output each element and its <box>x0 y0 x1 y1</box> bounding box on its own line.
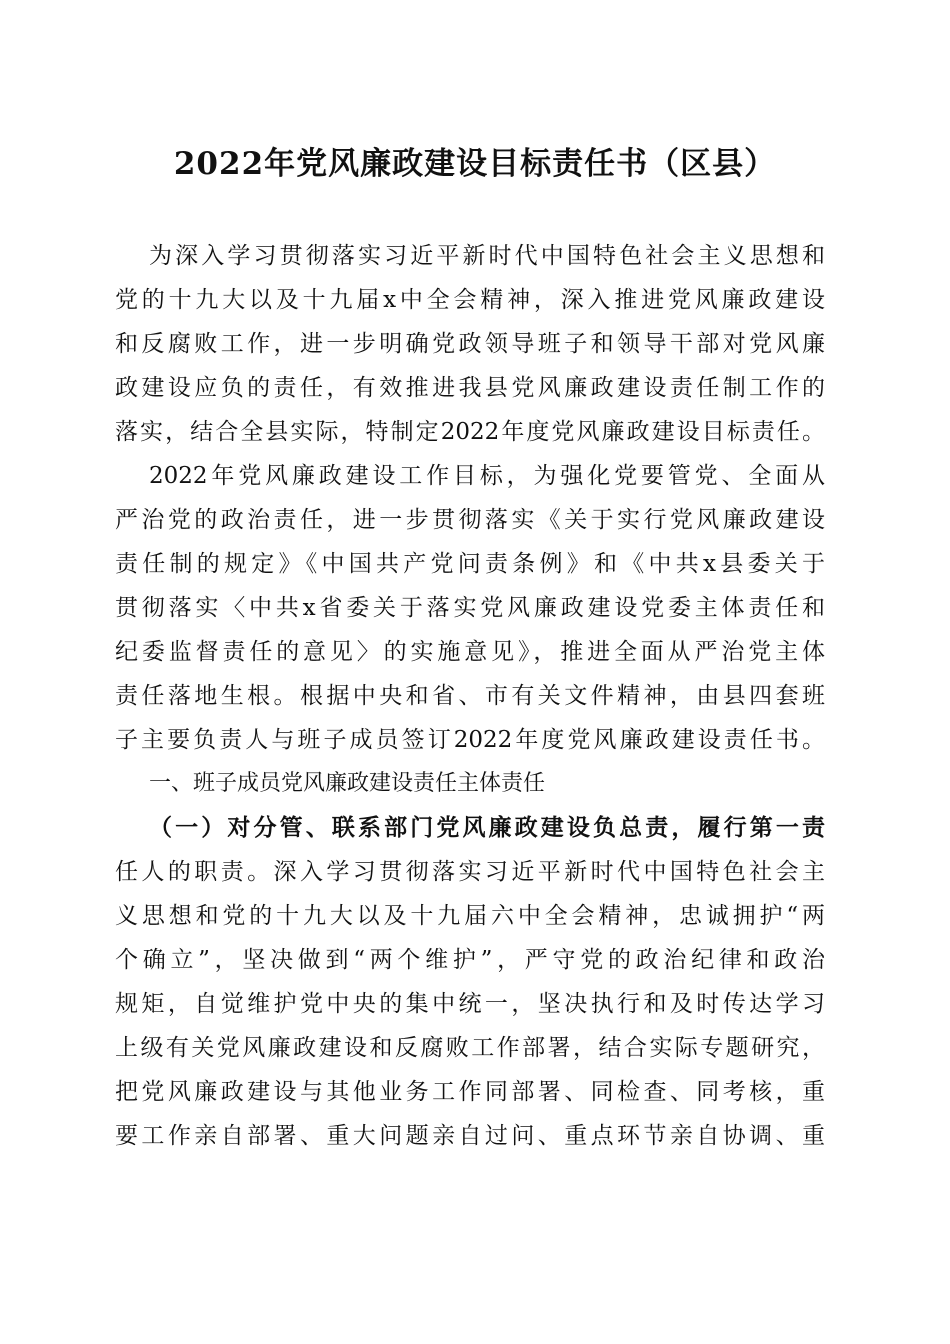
document-body <box>115 234 825 1158</box>
text-line: 规矩，自觉维护党中央的集中统一，坚决执行和及时传达学习 <box>115 991 825 1017</box>
text-line: 义思想和党的十九大以及十九届六中全会精神，忠诚拥护“两 <box>115 903 825 929</box>
text-line: 个确立”，坚决做到“两个维护”，严守党的政治纪律和政治 <box>115 947 825 973</box>
text-line: 党的十九大以及十九届x中全会精神，深入推进党风廉政建设 <box>115 287 825 313</box>
text-line: 2022年党风廉政建设工作目标，为强化党要管党、全面从 <box>149 463 825 489</box>
text-line: 为深入学习贯彻落实习近平新时代中国特色社会主义思想和 <box>149 243 825 269</box>
text-line: 贯彻落实〈中共x省委关于落实党风廉政建设党委主体责任和 <box>115 595 825 621</box>
text-line: 子主要负责人与班子成员签订2022年度党风廉政建设责任书。 <box>115 727 825 753</box>
text-line: 严治党的政治责任，进一步贯彻落实《关于实行党风廉政建设 <box>115 507 825 533</box>
paragraph-responsibility-1 <box>115 806 825 1158</box>
text-line: 上级有关党风廉政建设和反腐败工作部署，结合实际专题研究， <box>115 1035 825 1061</box>
text-line: 任人的职责。深入学习贯彻落实习近平新时代中国特色社会主 <box>115 859 825 885</box>
text-line: 纪委监督责任的意见〉的实施意见》，推进全面从严治党主体 <box>115 639 825 665</box>
text-line: 责任制的规定》《中国共产党问责条例》和《中共x县委关于 <box>115 551 825 577</box>
document-title: 2022年党风廉政建设目标责任书（区县） <box>173 146 777 182</box>
text-line-lead: （一）对分管、联系部门党风廉政建设负总责，履行第一责 <box>149 814 825 841</box>
text-line: 和反腐败工作，进一步明确党政领导班子和领导干部对党风廉 <box>115 331 825 357</box>
paragraph-goals <box>115 454 825 762</box>
text-line: 把党风廉政建设与其他业务工作同部署、同检查、同考核，重 <box>115 1079 825 1105</box>
paragraph-intro <box>115 234 825 454</box>
text-line: 要工作亲自部署、重大问题亲自过问、重点环节亲自协调、重 <box>115 1123 825 1149</box>
text-line: 政建设应负的责任，有效推进我县党风廉政建设责任制工作的 <box>115 375 825 401</box>
section-heading: 一、班子成员党风廉政建设责任主体责任 <box>149 771 546 796</box>
text-line: 责任落地生根。根据中央和省、市有关文件精神，由县四套班 <box>115 683 825 709</box>
text-line: 落实，结合全县实际，特制定2022年度党风廉政建设目标责任。 <box>115 419 825 445</box>
